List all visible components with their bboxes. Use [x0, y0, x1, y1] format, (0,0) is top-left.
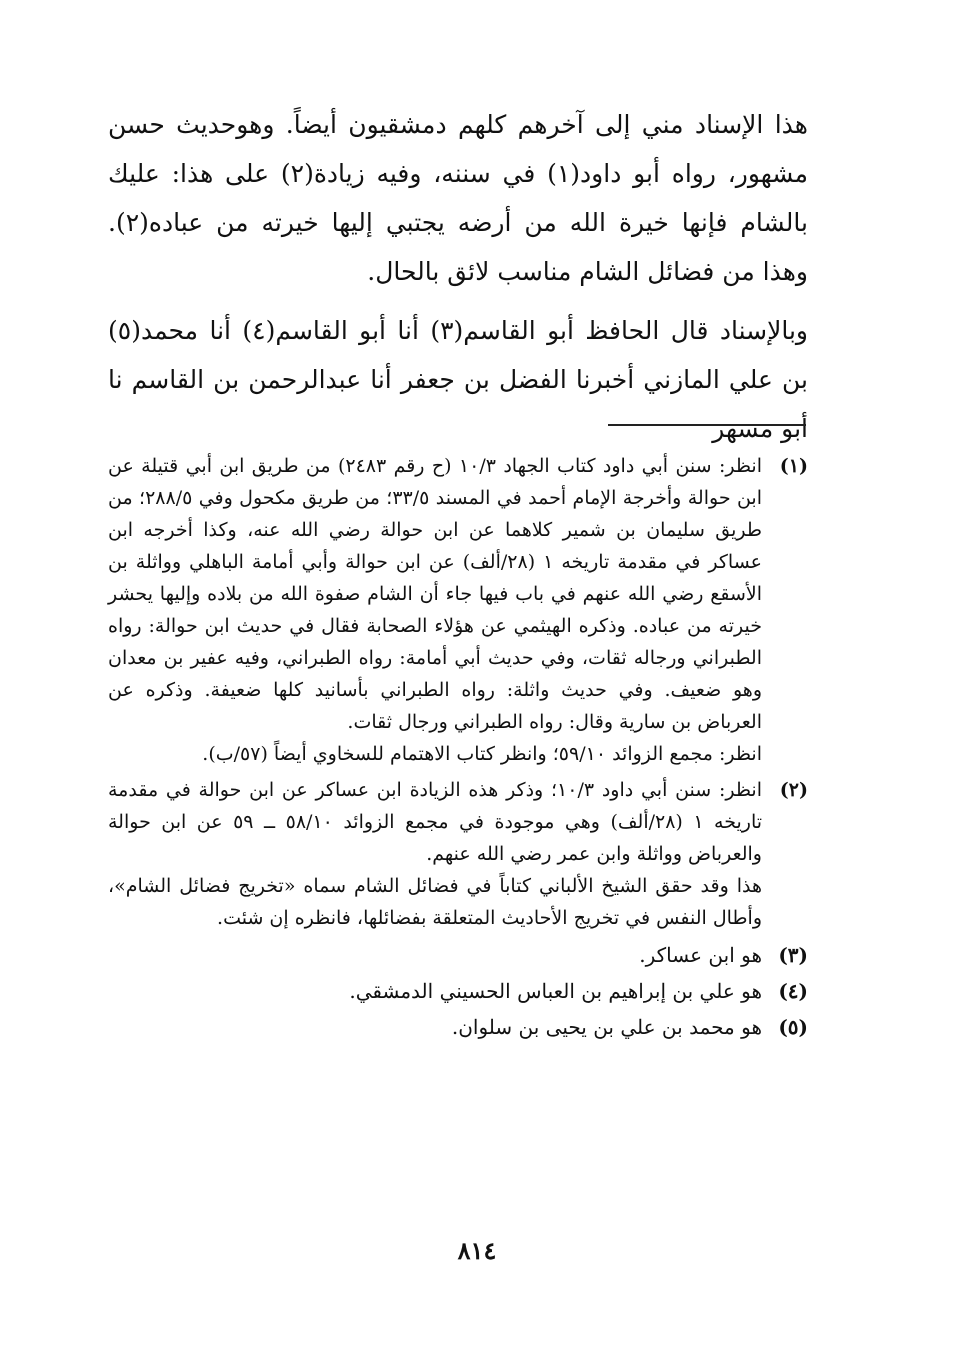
main-text [108, 100, 808, 453]
footnote-body [108, 938, 762, 972]
footnote-3 [108, 938, 808, 972]
footnote-paragraph: هو محمد بن علي بن يحيى بن سلوان. [451, 1015, 762, 1039]
main-paragraph-1: هذا الإسناد مني إلى آخرهم كلهم دمشقيون أيضاً. وهوحديث حسن مشهور، رواه أبو داود(١) في سننه، وفيه زيادة(٢) على هذا: عليك بالشام فإنها خيرة الله من أرضه يجتبي إليها خيرته من عباده(٢). وهذا من فضائل الشام مناسب لائق بالحال. [108, 110, 808, 286]
footnote-number: (٤) [778, 979, 808, 1003]
footnote-number: (٣) [778, 943, 808, 967]
main-paragraph-2: وبالإسناد قال الحافظ أبو القاسم(٣) أنا أبو القاسم(٤) أنا محمد(٥) بن علي المازني أخبرنا الفضل بن جعفر أنا عبدالرحمن بن القاسم نا أبو مسهر [108, 316, 808, 443]
footnote-body [108, 774, 762, 934]
footnote-paragraph: انظر: مجمع الزوائد ٥٩/١٠؛ وانظر كتاب الاهتمام للسخاوي أيضاً (٥٧/ب). [202, 743, 762, 765]
footnote-paragraph: هو ابن عساكر. [639, 943, 762, 967]
footnote-body [108, 1010, 762, 1044]
footnote-2 [108, 774, 808, 934]
footnote-paragraph: هذا وقد حقق الشيخ الألباني كتاباً في فضائل الشام سماه «تخريج فضائل الشام»، وأطال النفس في تخريج الأحاديث المتعلقة بفضائلها، فانظره إن شئت. [108, 875, 762, 929]
footnote-number: (٥) [778, 1015, 808, 1039]
footnote-number: (١) [779, 455, 808, 477]
footnotes [108, 450, 808, 1046]
footnote-4 [108, 974, 808, 1008]
page-number: ٨١٤ [457, 1236, 497, 1265]
footnote-1 [108, 450, 808, 770]
footnote-paragraph: هو علي بن إبراهيم بن العباس الحسيني الدمشقي. [349, 979, 762, 1003]
footnote-5 [108, 1010, 808, 1044]
footnote-paragraph: انظر: سنن أبي داود كتاب الجهاد ١٠/٣ (ح رقم ٢٤٨٣) من طريق ابن أبي قتيلة عن ابن حوالة وأخرجة الإمام أحمد في المسند ٣٣/٥؛ من طريق مكحول وفي ٢٨٨/٥؛ من طريق سليمان بن شمير كلاهما عن ابن حوالة رضي الله عنه، وكذا أخرجه ابن عساكر في مقدمة تاريخه ١ (٢٨/ألف) عن ابن حوالة وأبي أمامة الباهلي وواثلة بن الأسقع رضي الله عنهم في باب فيها جاء أن الشام صفوة الله من بلاده وإليها يحشر خيرته من عباده. وذكره الهيثمي عن هؤلاء الصحابة فقال في حديث ابن حوالة: رواه الطبراني ورجاله ثقات، وفي حديث أبي أمامة: رواه الطبراني، وفيه عفير بن معدان وهو ضعيف. وفي حديث واثلة: رواه الطبراني بأسانيد كلها ضعيفة. وذكره عن العرباض بن سارية وقال: رواه الطبراني ورجال ثقات. [108, 455, 762, 733]
footnote-paragraph: انظر: سنن أبي داود ١٠/٣؛ وذكر هذه الزيادة ابن عساكر عن ابن حوالة في مقدمة تاريخه ١ (٢٨/ألف) وهي موجودة في مجمع الزوائد ٥٨/١٠ ــ ٥٩ عن ابن حوالة والعرباض وواثلة وابن عمر رضي الله عنهم. [108, 779, 763, 865]
footnote-divider [608, 424, 806, 426]
footnote-body [108, 450, 762, 770]
footnote-number: (٢) [779, 779, 808, 801]
footnote-body [108, 974, 762, 1008]
